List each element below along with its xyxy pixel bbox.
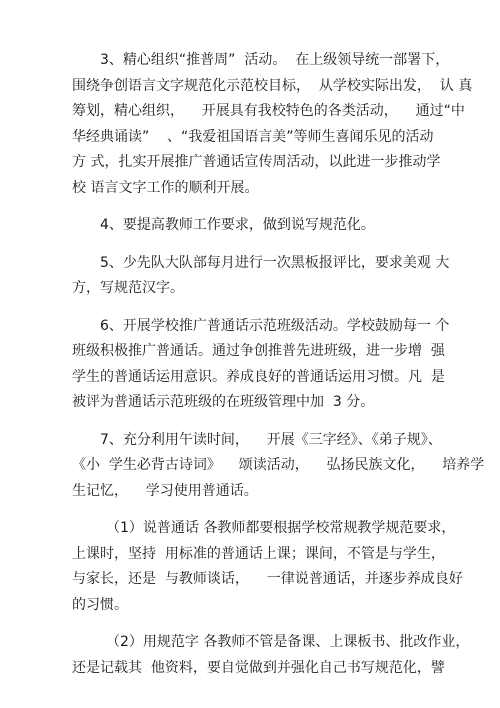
text-line: 还是记载其 他资料，要自觉做到并强化自己书写规范化，譬	[72, 659, 445, 676]
text-line: 的习惯。	[72, 596, 128, 613]
text-line: 《小 学生必背古诗词》 颂读活动， 弘扬民族文化， 培养学	[72, 457, 485, 473]
paragraph-sub-1	[72, 516, 463, 618]
paragraph-7	[72, 428, 485, 505]
paragraph-6	[72, 314, 450, 416]
text-line: （1）说普通话 各教师都要根据学校常规教学规范要求，	[106, 520, 456, 536]
text-line: 方 式，扎实开展推广普通话宣传周活动，以此进一步推动学	[72, 154, 441, 170]
text-line: （2）用规范字 各教师不管是备课、上课板书、批改作业，	[106, 634, 470, 650]
text-line: 班级积极推广普通话。通过争创推普先进班级，进一步增 强	[72, 343, 445, 359]
paragraph-3	[72, 48, 473, 201]
text-line: 学生的普通话运用意识。养成良好的普通话运用习惯。凡 是	[72, 368, 445, 385]
text-line: 与家长，还是 与教师谈话， 一律说普通话，并逐步养成良好	[72, 571, 463, 587]
text-line: 6、开展学校推广普通话示范班级活动。学校鼓励每一 个	[100, 317, 450, 334]
text-line: 5、少先队大队部每月进行一次黑板报评比，要求美观 大	[100, 254, 450, 271]
text-line: 校 语言文字工作的顺利开展。	[72, 179, 259, 196]
paragraph-4	[72, 213, 438, 239]
text-line: 被评为普通话示范班级的在班级管理中加 3 分。	[72, 394, 375, 410]
text-line: 华经典诵读” 、“我爱祖国语言美”等师生喜闻乐见的活动	[72, 128, 434, 145]
paragraph-5	[72, 251, 450, 302]
text-line: 筹划，精心组织， 开展具有我校特色的各类活动， 通过“中	[72, 103, 465, 119]
text-line: 4、要提高教师工作要求，做到说写规范化。	[100, 217, 375, 233]
text-line: 上课时，坚持 用标准的普通话上课；课间，不管是与学生，	[72, 545, 445, 562]
text-line: 生记忆， 学习使用普通话。	[72, 482, 258, 499]
text-line: 7、充分利用午读时间， 开展《三字经》、《弟子规》、	[100, 431, 442, 448]
paragraph-sub-2	[72, 630, 470, 681]
text-line: 围绕争创语言文字规范化示范校目标， 从学校实际出发， 认 真	[72, 77, 473, 94]
text-line: 3、精心组织“推普周” 活动。 在上级领导统一部署下，	[100, 52, 450, 68]
text-line: 方，写规范汉字。	[72, 280, 184, 296]
